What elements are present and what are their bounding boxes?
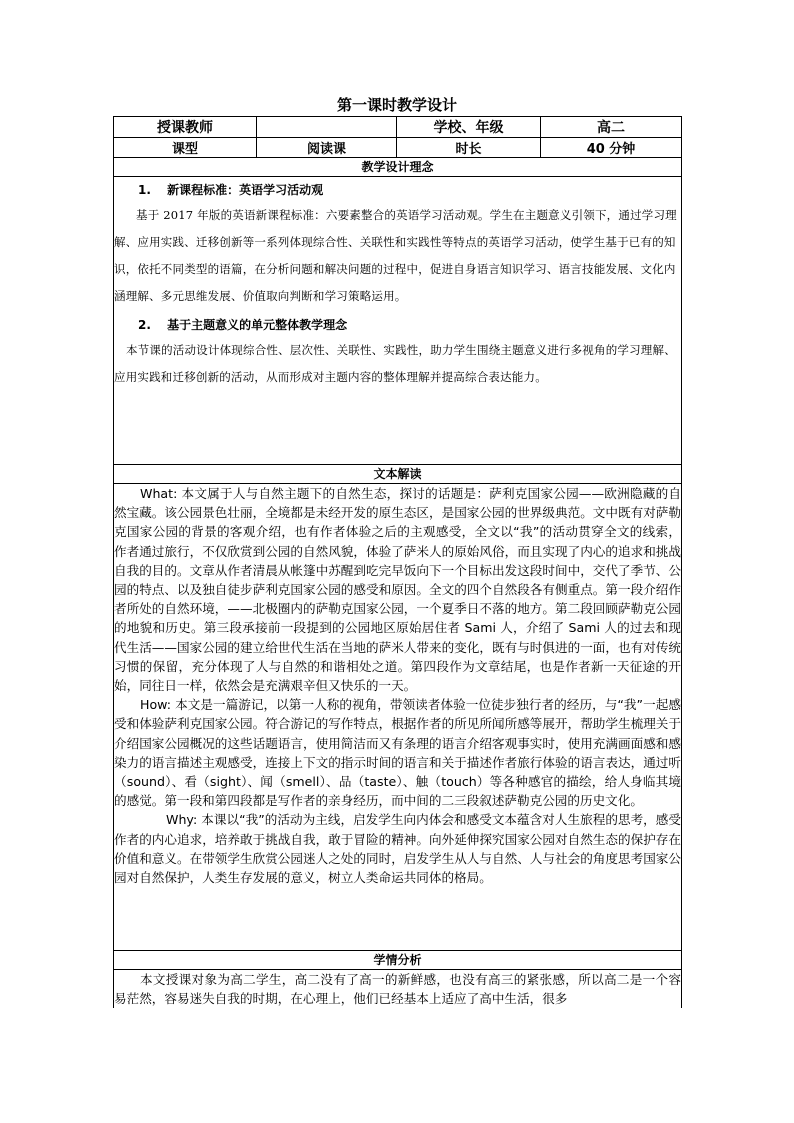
concept-content [114, 177, 682, 465]
concept-content-row [114, 177, 682, 465]
concept-item2-heading: 2. 基于主题意义的单元整体教学理念 [138, 318, 348, 332]
text-analysis-what: What: 本文属于人与自然主题下的自然生态，探讨的话题是：萨利克国家公园——欧洲隐藏的自然宝藏。该公园景色壮丽，全境都是未经开发的原生态区，是国家公园的世界级典范。文中既有对萨勒克国家公园的背景的客观介绍，也有作者体验之后的主观感受，全文以“我”的活动贯穿全文的线索，作者通过旅行，不仅欣赏到公园的自然风貌，体验了萨米人的原始风俗，而且实现了内心的追求和挑战自我的目的。文章从作者清晨从帐篷中苏醒到吃完早饭向下一个目标出发这段时间中，交代了季节、公园的特点、以及独自徒步萨利克国家公园的感受和原因。全文的四个自然段各有侧重点。第一段介绍作者所处的自然环境，——北极圈内的萨勒克国家公园，一个夏季日不落的地方。第二段回顾萨勒克公园的地貌和历史。第三段承接前一段提到的公园地区原始居住者 Sami 人，介绍了 Sami 人的过去和现代生活——国家公园的建立给世代生活在当地的萨米人带来的变化，既有与时俱进的一面，也有对传统习惯的保留，充分体现了人与自然的和谐相处之道。第四段作为文章结尾，也是作者新一天征途的开始，同往日一样，依然会是充满艰辛但又快乐的一天。 [114, 486, 681, 694]
school-grade-value: 高二 [541, 117, 682, 138]
concept-item1-heading: 1. 新课程标准：英语学习活动观 [138, 183, 324, 197]
duration-label: 时长 [397, 138, 541, 158]
concept-item1-text: 基于 2017 年版的英语新课程标准：六要素整合的英语学习活动观。学生在主题意义引领下，通过学习理解、应用实践、迁移创新等一系列体现综合性、关联性和实践性等特点的英语学习活动，使学生基于已有的知识，依托不同类型的语篇，在分析问题和解决问题的过程中，促进自身语言知识学习、语言技能发展、文化内涵理解、多元思维发展、价值取向判断和学习策略运用。 [114, 208, 677, 303]
lesson-type-label: 课型 [114, 138, 257, 158]
teacher-label: 授课教师 [114, 117, 257, 138]
duration-value: 40 分钟 [541, 138, 682, 158]
text-analysis-content-row [114, 484, 682, 951]
concept-item2-text: 本节课的活动设计体现综合性、层次性、关联性、实践性，助力学生围绕主题意义进行多视角的学习理解、应用实践和迁移创新的活动，从而形成对主题内容的整体理解并提高综合表达能力。 [114, 343, 676, 384]
text-analysis-content [114, 484, 682, 951]
header-row [114, 117, 682, 138]
learner-analysis-content [114, 970, 682, 1009]
concept-heading-row [114, 158, 682, 177]
learner-analysis-heading-row [114, 951, 682, 970]
text-analysis-heading-row [114, 465, 682, 484]
learner-analysis-heading: 学情分析 [114, 951, 682, 970]
text-analysis-heading: 文本解读 [114, 465, 682, 484]
text-analysis-why: Why: 本课以“我”的活动为主线，启发学生向内体会和感受文本蕴含对人生旅程的思考，感受作者的内心追求，培养敢于挑战自我，敢于冒险的精神。向外延伸探究国家公园对自然生态的保护存在价值和意义。在带领学生欣赏公园迷人之处的同时，启发学生从人与自然、人与社会的角度思考国家公园对自然保护，人类生存发展的意义，树立人类命运共同体的格局。 [114, 812, 681, 886]
school-grade-label: 学校、年级 [397, 117, 541, 138]
learner-analysis-text: 本文授课对象为高二学生，高二没有了高一的新鲜感，也没有高三的紧张感，所以高二是一个容易茫然，容易迷失自我的时期，在心理上，他们已经基本上适应了高中生活，很多 [114, 972, 681, 1007]
document-title: 第一课时教学设计 [336, 96, 457, 114]
lesson-plan-table [113, 116, 682, 1008]
info-row [114, 138, 682, 158]
lesson-type-value: 阅读课 [257, 138, 397, 158]
teacher-value [257, 117, 397, 138]
learner-analysis-content-row [114, 970, 682, 1009]
text-analysis-how: How: 本文是一篇游记，以第一人称的视角，带领读者体验一位徒步独行者的经历，与“我”一起感受和体验萨利克国家公园。符合游记的写作特点，根据作者的所见所闻所感等展开，帮助学生梳理关于介绍国家公园概况的这些话题语言，使用简洁而又有条理的语言介绍客观事实时，使用充满画面感和感染力的语言描述主观感受，连接上下文的指示时间的语言和关于描述作者旅行体验的语言表达，通过听（sound）、看（sight）、闻（smell）、品（taste）、触（touch）等各种感官的描绘，给人身临其境的感觉。第一段和第四段都是写作者的亲身经历，而中间的二三段叙述萨勒克公园的历史文化。 [114, 697, 681, 809]
concept-heading: 教学设计理念 [114, 158, 682, 177]
